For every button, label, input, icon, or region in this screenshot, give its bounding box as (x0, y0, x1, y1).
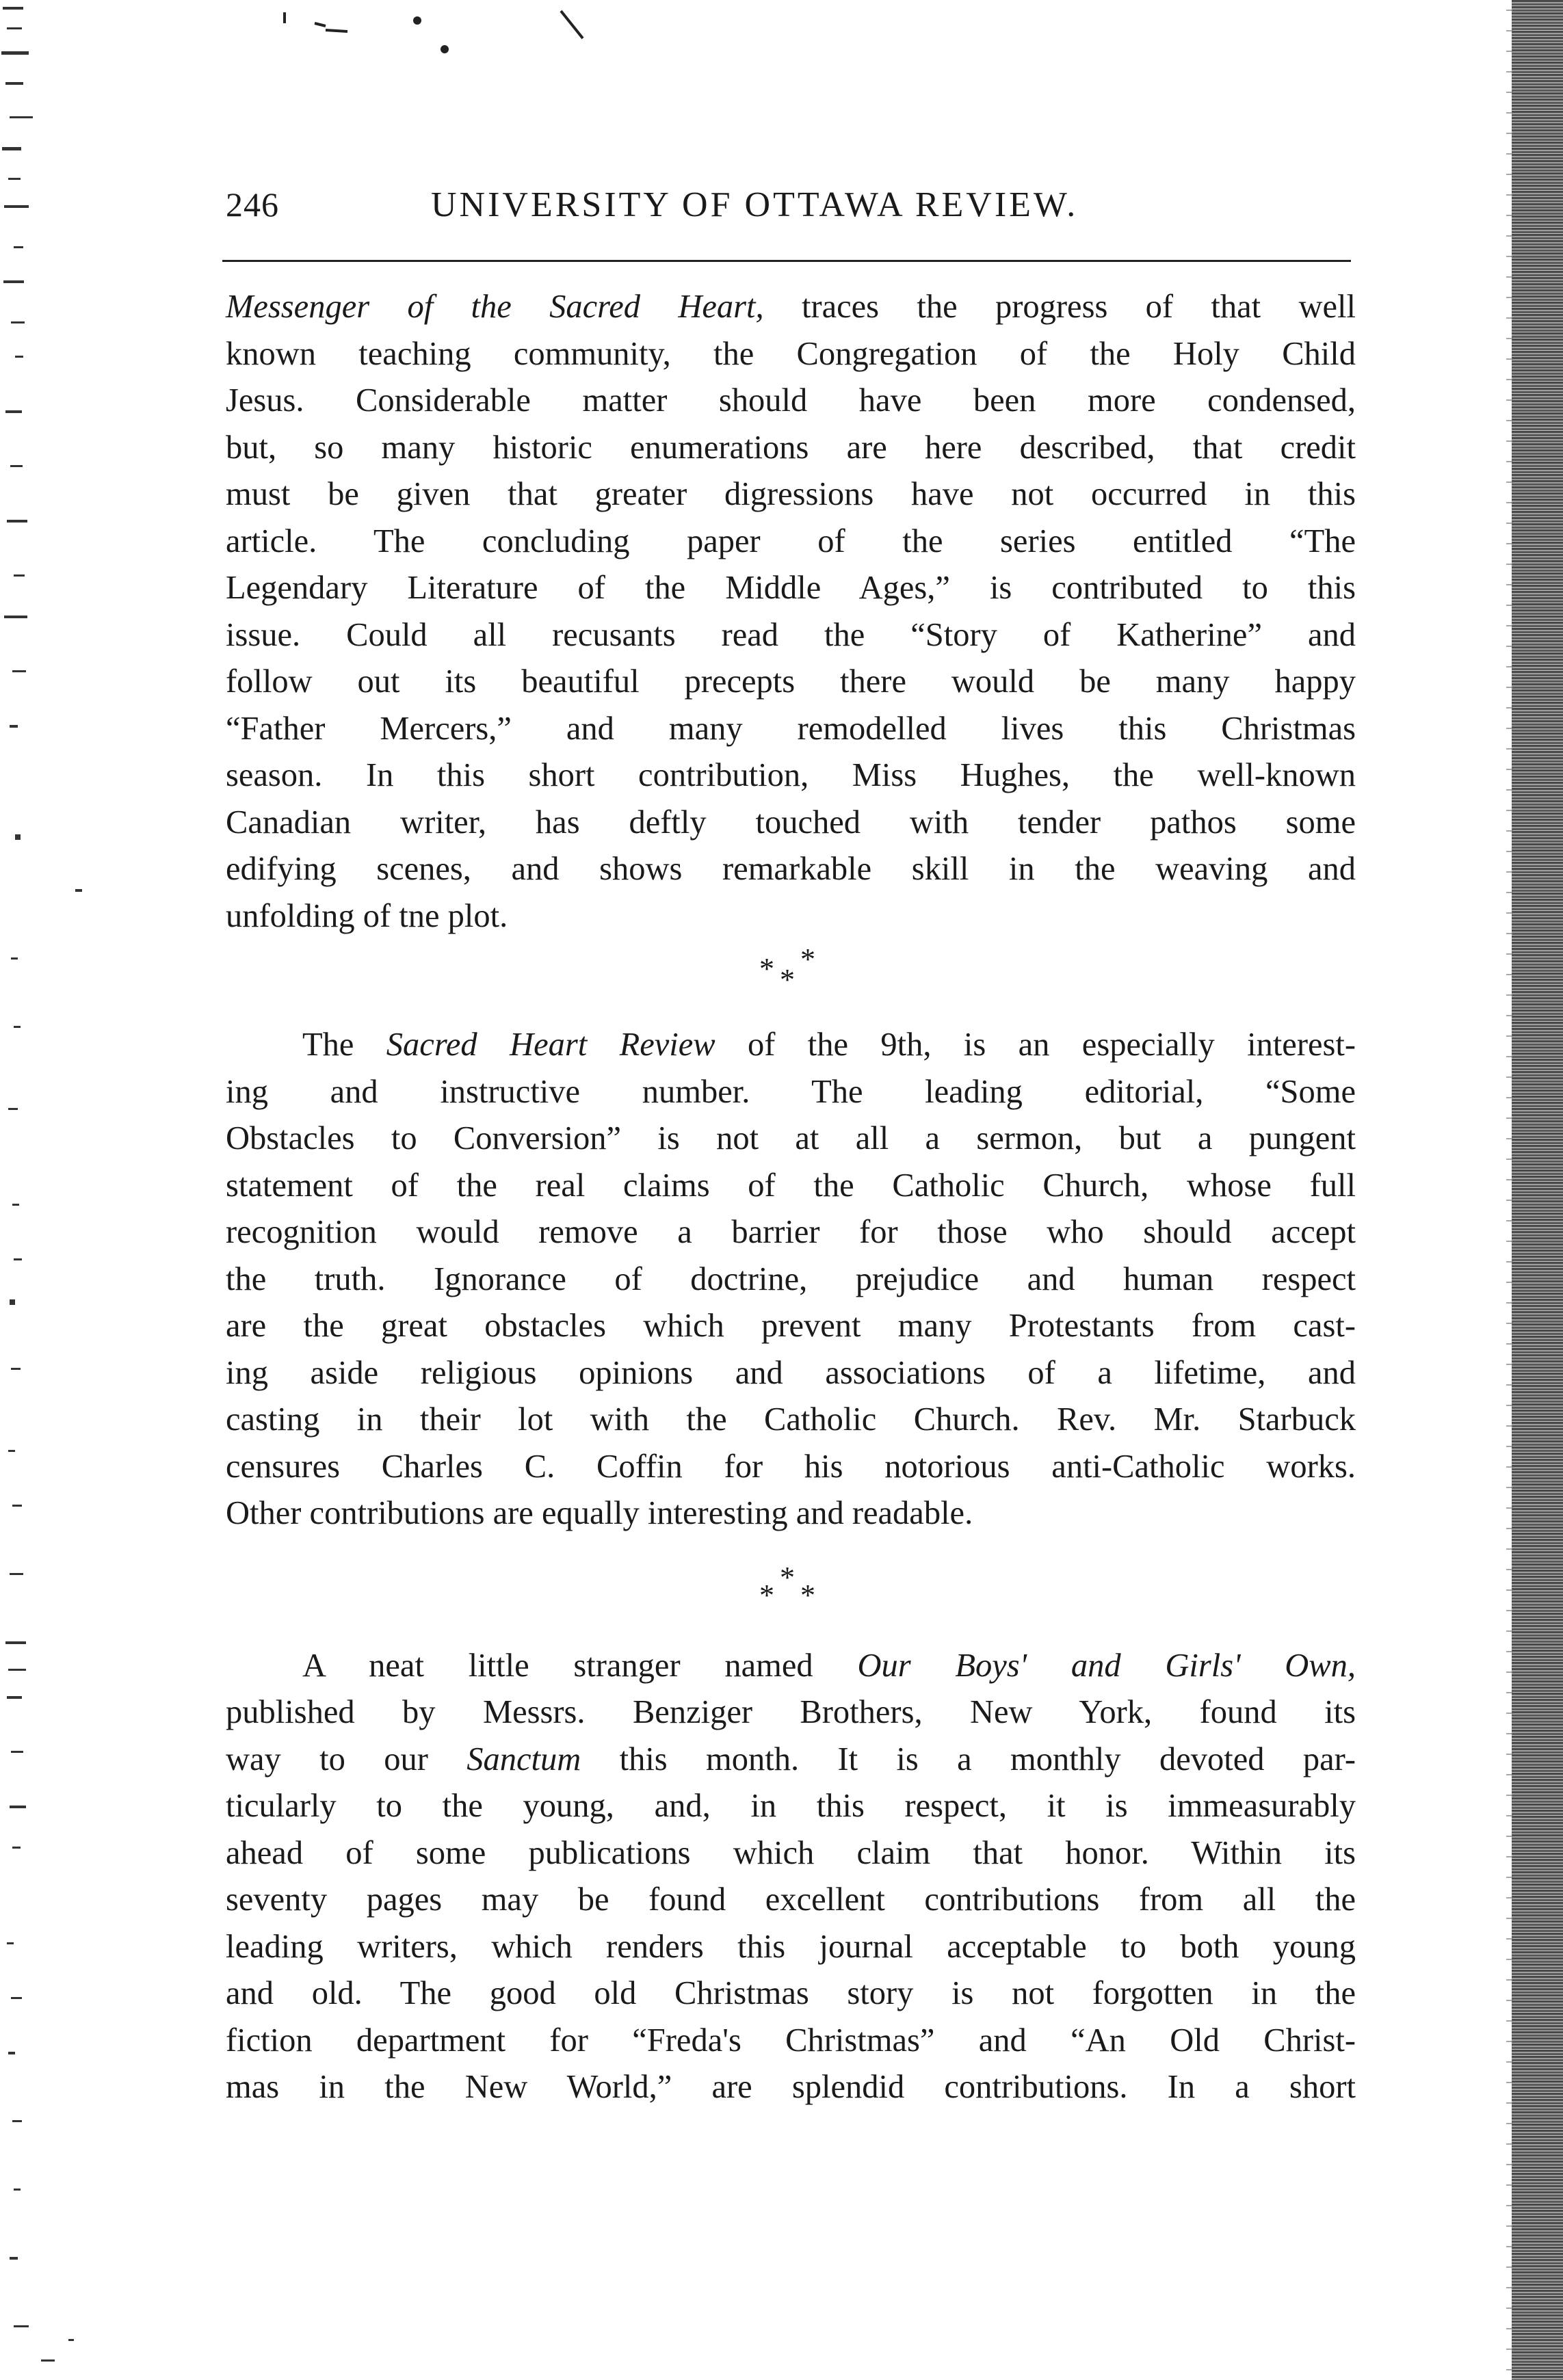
asterism-star: * (759, 1578, 774, 1612)
text-line: edifying scenes, and shows remarkable skill in the weaving and (226, 851, 1356, 887)
text-line: recognition would remove a barrier for those who should accept (226, 1214, 1356, 1250)
text-line: seventy pages may be found excellent contributions from all the (226, 1881, 1356, 1918)
text-line: fiction department for “Freda's Christmas” and “An Old Christ- (226, 2022, 1356, 2059)
text-line: ticularly to the young, and, in this respect, it is immeasurably (226, 1788, 1356, 1824)
text-line: published by Messrs. Benziger Brothers, New York, found its (226, 1694, 1356, 1730)
text-line: article. The concluding paper of the series entitled “The (226, 523, 1356, 559)
scan-edge-noise-left (0, 0, 82, 2380)
text-line: A neat little stranger named Our Boys' and Girls' Own, (302, 1647, 1356, 1684)
italic-title: Sanctum (467, 1741, 581, 1777)
text-line: follow out its beautiful precepts there would be many happy (226, 663, 1356, 700)
text-line: statement of the real claims of the Catholic Church, whose full (226, 1167, 1356, 1204)
text-line: Canadian writer, has deftly touched with tender pathos some (226, 804, 1356, 841)
text-line: ing aside religious opinions and associations of a lifetime, and (226, 1354, 1356, 1391)
text-line: but, so many historic enumerations are here described, that credit (226, 429, 1356, 466)
article-body (226, 284, 1356, 2111)
asterism-divider (226, 1558, 1356, 1633)
italic-title: Our Boys' and Girls' Own, (857, 1647, 1356, 1684)
text-line: known teaching community, the Congregation of the Holy Child (226, 335, 1356, 372)
journal-title: UNIVERSITY OF OTTAWA REVIEW. (431, 185, 1079, 224)
asterism-star: * (800, 942, 815, 976)
text-line: season. In this short contribution, Miss Hughes, the well-known (226, 757, 1356, 793)
text-line: unfolding of tne plot. (226, 897, 508, 934)
asterism-divider (226, 940, 1356, 1015)
scan-marks-top (260, 0, 616, 75)
text-line: way to our Sanctum this month. It is a monthly devoted par- (226, 1741, 1356, 1777)
text-line: casting in their lot with the Catholic Church. Rev. Mr. Starbuck (226, 1401, 1356, 1438)
paragraph-3 (226, 1643, 1356, 2111)
text-line: ing and instructive number. The leading editorial, “Some (226, 1073, 1356, 1110)
text-line: Legendary Literature of the Middle Ages,” is contributed to this (226, 570, 1356, 606)
running-head (226, 185, 1348, 253)
paragraph-2 (226, 1022, 1356, 1537)
text-line: Other contributions are equally interesting and readable. (226, 1495, 973, 1531)
text-line: and old. The good old Christmas story is not forgotten in the (226, 1975, 1356, 2011)
text-line: Jesus. Considerable matter should have been more condensed, (226, 382, 1356, 419)
text-line: are the great obstacles which prevent many Protestants from cast- (226, 1308, 1356, 1344)
text-line: Messenger of the Sacred Heart, traces the progress of that well (226, 289, 1356, 325)
text-line: the truth. Ignorance of doctrine, prejudice and human respect (226, 1260, 1356, 1297)
text-line: ahead of some publications which claim that honor. Within its (226, 1834, 1356, 1871)
text-line: “Father Mercers,” and many remodelled lives this Christmas (226, 710, 1356, 747)
asterism-star: * (780, 1560, 795, 1594)
text-line: The Sacred Heart Review of the 9th, is an especially interest- (302, 1027, 1356, 1063)
paragraph-1 (226, 284, 1356, 940)
text-line: Obstacles to Conversion” is not at all a sermon, but a pungent (226, 1120, 1356, 1156)
text-line: leading writers, which renders this journal acceptable to both young (226, 1928, 1356, 1965)
asterism-star: * (800, 1578, 815, 1612)
asterism-star: * (780, 963, 795, 996)
text-line: must be given that greater digressions have not occurred in this (226, 476, 1356, 512)
header-rule (222, 260, 1351, 262)
asterism-star: * (759, 952, 774, 986)
italic-title: Messenger of the Sacred Heart, (226, 289, 764, 325)
text-line: censures Charles C. Coffin for his notorious anti-Catholic works. (226, 1448, 1356, 1485)
text-line: mas in the New World,” are splendid contributions. In a short (226, 2069, 1356, 2105)
text-line: issue. Could all recusants read the “Story of Katherine” and (226, 616, 1356, 653)
italic-title: Sacred Heart Review (386, 1027, 715, 1063)
scan-edge-binding-right (1512, 0, 1563, 2380)
page-number: 246 (226, 185, 279, 224)
